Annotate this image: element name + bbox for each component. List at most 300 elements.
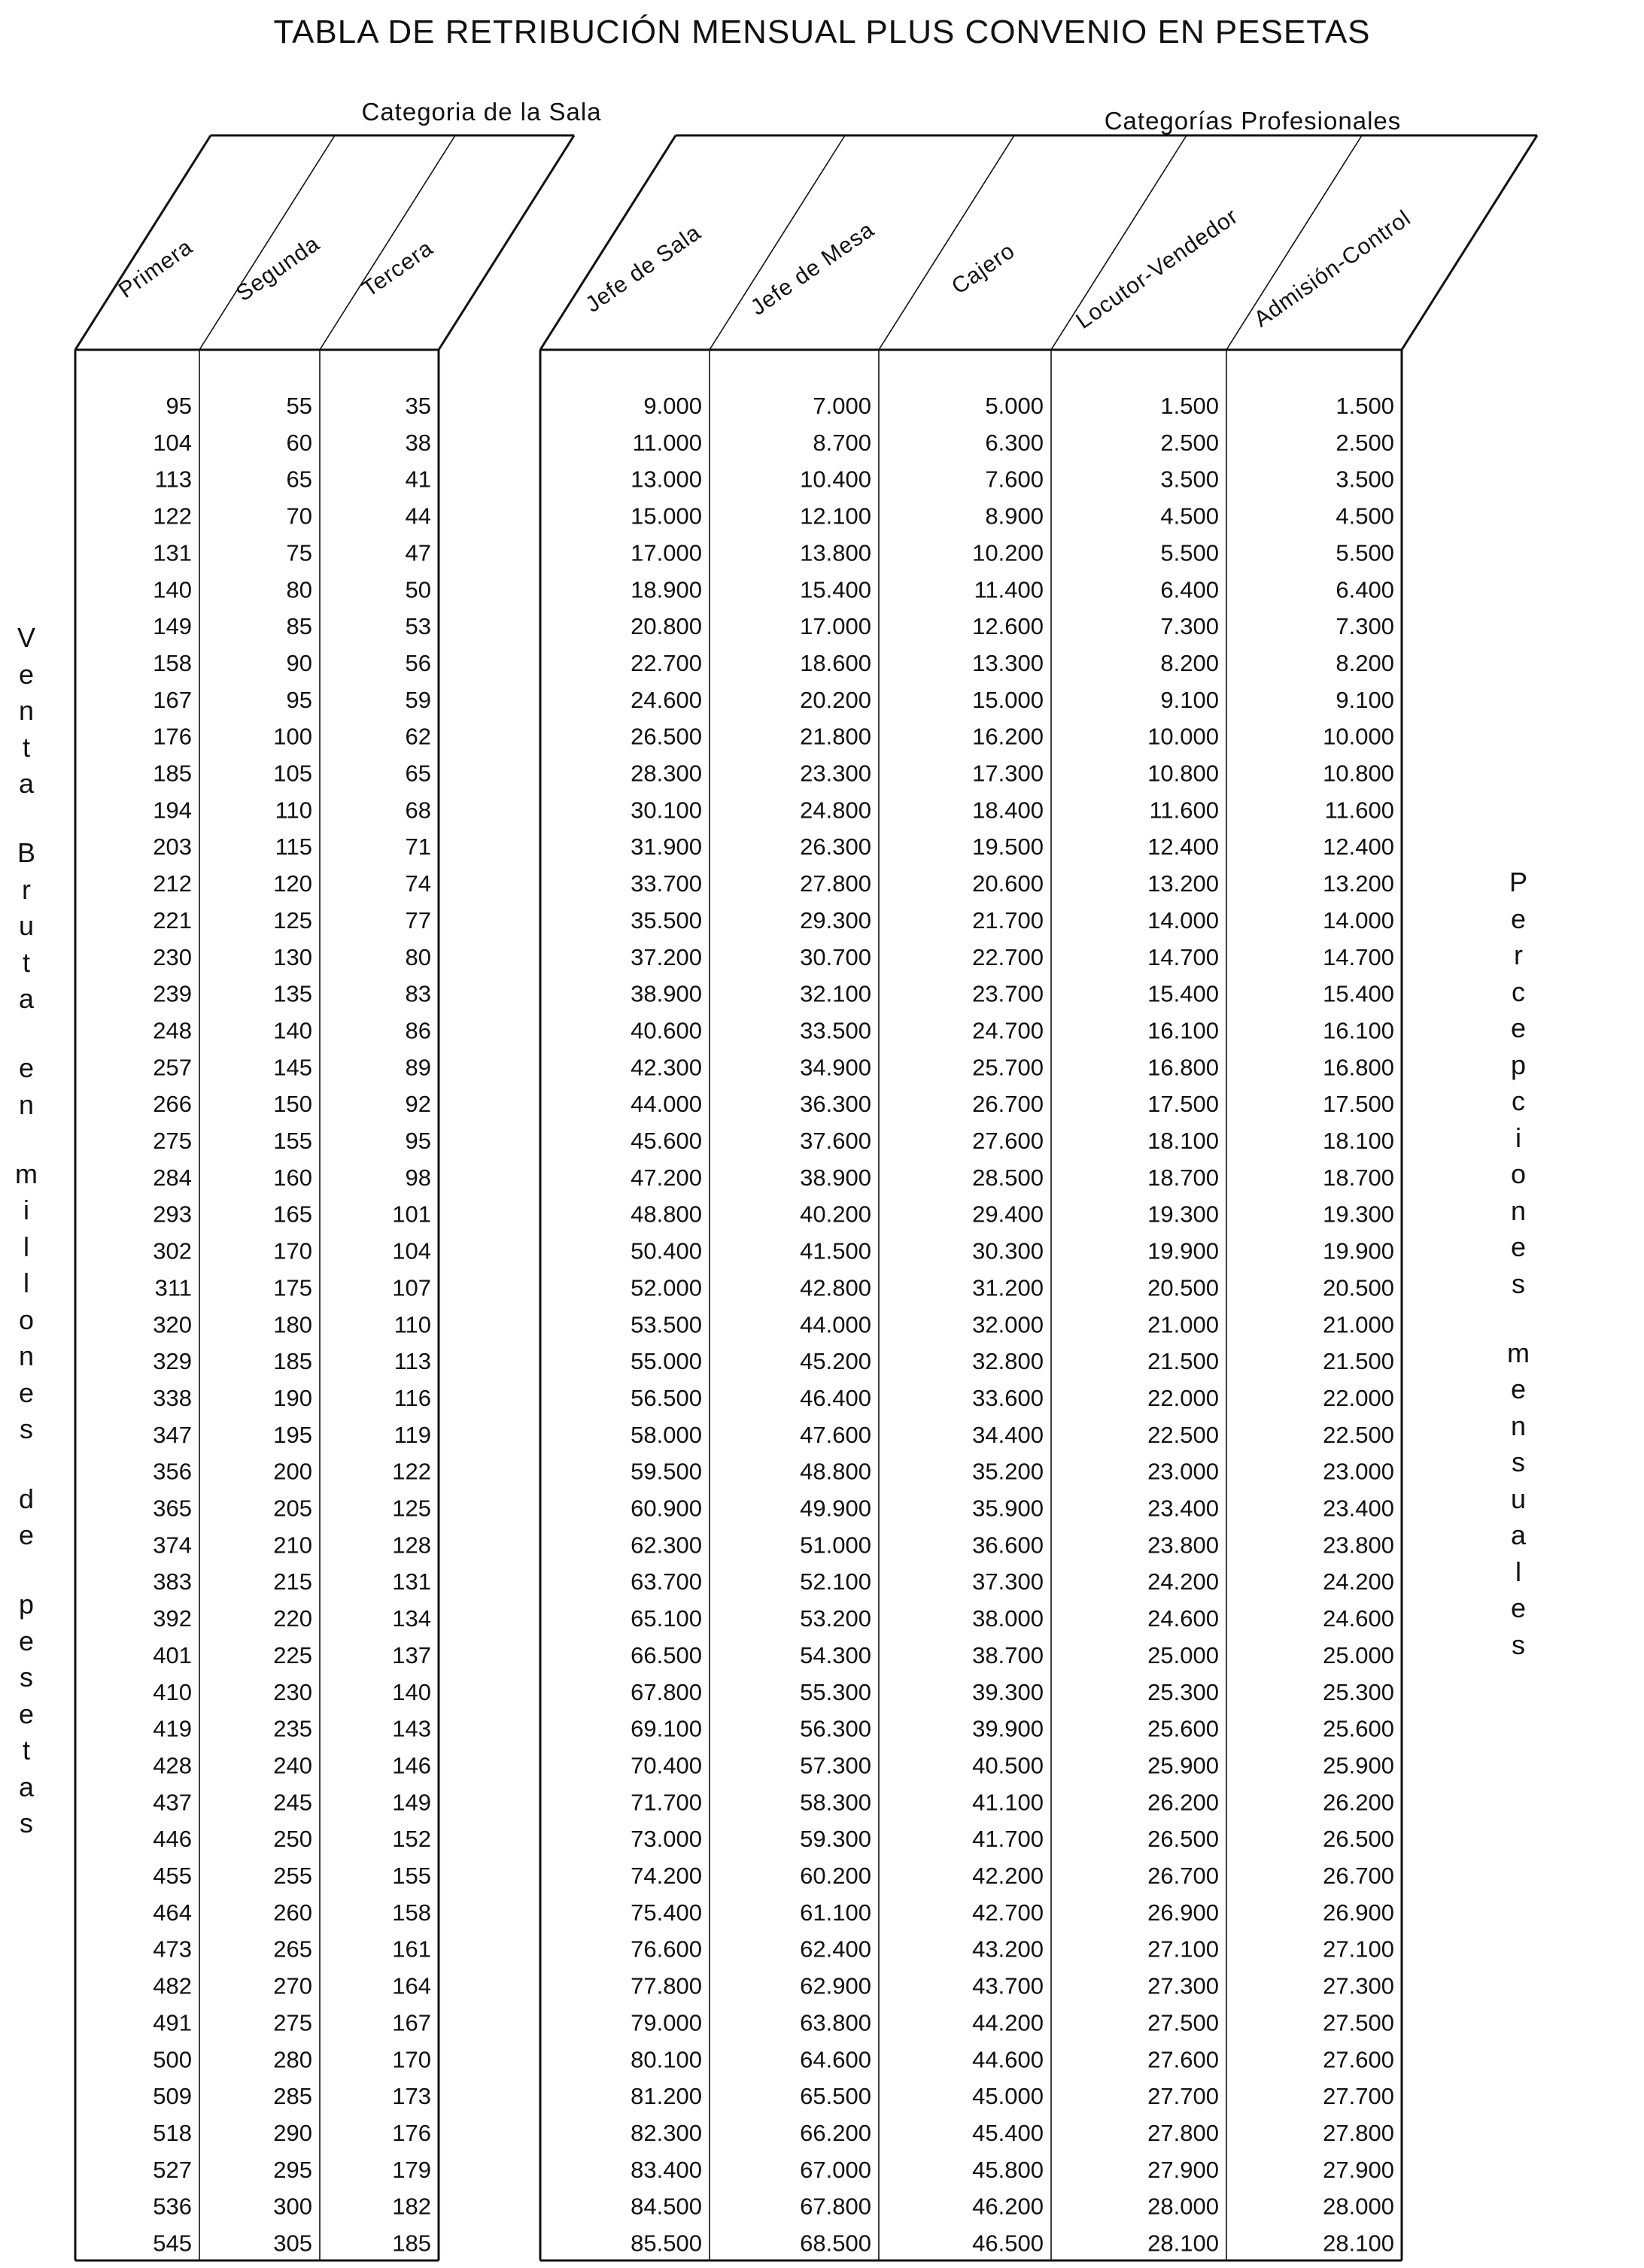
axis-letter: V: [17, 622, 35, 653]
cell-r21-c6: 27.600: [972, 1128, 1044, 1154]
cell-r8-c1: 158: [153, 649, 192, 676]
cell-r50-c3: 182: [392, 2193, 431, 2220]
column-header-tercera: Tercera: [357, 235, 438, 302]
axis-letter: e: [18, 1052, 35, 1084]
cell-r30-c7: 23.000: [1147, 1458, 1219, 1485]
cell-r46-c6: 44.600: [972, 2046, 1044, 2073]
cell-r27-c7: 21.500: [1147, 1348, 1219, 1375]
cell-r18-c1: 248: [153, 1017, 192, 1044]
cell-r41-c8: 26.700: [1323, 1863, 1394, 1889]
cell-r9-c3: 59: [405, 686, 431, 713]
cell-r23-c4: 48.800: [631, 1201, 702, 1228]
cell-r6-c3: 50: [405, 576, 431, 603]
cell-r24-c4: 50.400: [631, 1237, 702, 1265]
axis-letter: a: [1510, 1520, 1527, 1551]
prof-header-divider: [710, 135, 845, 350]
axis-letter: P: [1509, 867, 1527, 897]
cell-r38-c1: 428: [153, 1752, 192, 1779]
cell-r4-c4: 15.000: [631, 502, 702, 530]
cell-r46-c2: 280: [273, 2046, 312, 2073]
cell-r12-c1: 194: [153, 797, 192, 824]
cell-r50-c7: 28.000: [1147, 2193, 1219, 2220]
cell-r15-c8: 14.000: [1323, 906, 1394, 934]
cell-r31-c1: 365: [153, 1495, 192, 1522]
cell-r7-c3: 53: [405, 613, 431, 640]
cell-r33-c6: 37.300: [972, 1568, 1044, 1595]
cell-r16-c2: 130: [273, 943, 312, 970]
cell-r35-c5: 54.300: [800, 1641, 871, 1668]
axis-letter: a: [18, 983, 35, 1015]
cell-r43-c3: 161: [392, 1936, 431, 1963]
cell-r44-c2: 270: [273, 1972, 312, 1999]
cell-r41-c5: 60.200: [800, 1863, 871, 1889]
cell-r34-c8: 24.600: [1323, 1605, 1394, 1632]
cell-r41-c3: 155: [392, 1863, 431, 1889]
cell-r24-c5: 41.500: [800, 1237, 871, 1265]
cell-r24-c7: 19.900: [1147, 1237, 1219, 1265]
cell-r39-c2: 245: [273, 1789, 312, 1816]
cell-r41-c6: 42.200: [972, 1863, 1044, 1889]
cell-r13-c6: 19.500: [972, 833, 1044, 861]
cell-r20-c4: 44.000: [631, 1091, 702, 1118]
axis-letter: u: [18, 910, 35, 942]
cell-r50-c5: 67.800: [800, 2193, 871, 2220]
cell-r3-c3: 41: [405, 466, 431, 493]
cell-r40-c4: 73.000: [631, 1826, 702, 1853]
cell-r14-c4: 33.700: [631, 870, 702, 897]
cell-r6-c5: 15.400: [800, 576, 871, 603]
cell-r42-c6: 42.700: [972, 1899, 1044, 1926]
axis-letter: i: [23, 1195, 29, 1226]
cell-r32-c5: 51.000: [800, 1532, 871, 1559]
cell-r37-c8: 25.600: [1323, 1715, 1394, 1742]
cell-r8-c8: 8.200: [1336, 649, 1394, 676]
page-title: TABLA DE RETRIBUCIÓN MENSUAL PLUS CONVENIO EN PESETAS: [273, 14, 1371, 50]
column-header-jefe-de-mesa: Jefe de Mesa: [746, 217, 880, 320]
axis-letter: n: [18, 1088, 35, 1120]
cell-r6-c1: 140: [153, 576, 192, 603]
cell-r6-c4: 18.900: [631, 576, 702, 603]
cell-r1-c5: 7.000: [813, 393, 871, 419]
axis-letter: t: [22, 731, 30, 763]
cell-r37-c3: 143: [392, 1715, 431, 1742]
cell-r20-c6: 26.700: [972, 1091, 1044, 1118]
cell-r2-c2: 60: [286, 429, 312, 456]
cell-r51-c7: 28.100: [1147, 2230, 1219, 2257]
cell-r32-c2: 210: [273, 1532, 312, 1559]
cell-r6-c6: 11.400: [974, 576, 1044, 603]
cell-r42-c5: 61.100: [800, 1899, 871, 1926]
cell-r10-c6: 16.200: [972, 723, 1044, 750]
cell-r45-c1: 491: [153, 2009, 192, 2036]
cell-r26-c2: 180: [273, 1311, 312, 1338]
cell-r38-c2: 240: [273, 1752, 312, 1779]
cell-r16-c8: 14.700: [1323, 943, 1394, 970]
cell-r17-c1: 239: [153, 980, 192, 1007]
cell-r5-c2: 75: [286, 539, 312, 566]
axis-letter: t: [22, 1735, 30, 1766]
cell-r2-c7: 2.500: [1160, 429, 1219, 456]
cell-r46-c1: 500: [153, 2046, 192, 2073]
cell-r27-c4: 55.000: [631, 1348, 702, 1375]
cell-r47-c7: 27.700: [1147, 2083, 1219, 2110]
axis-letter: t: [22, 946, 30, 978]
cell-r47-c6: 45.000: [972, 2083, 1044, 2110]
cell-r40-c2: 250: [273, 1826, 312, 1853]
cell-r1-c2: 55: [286, 393, 312, 419]
cell-r47-c3: 173: [392, 2083, 431, 2110]
cell-r43-c4: 76.600: [631, 1936, 702, 1963]
cell-r25-c5: 42.800: [800, 1274, 871, 1301]
cell-r45-c7: 27.500: [1147, 2009, 1219, 2036]
cell-r21-c3: 95: [405, 1128, 431, 1154]
cell-r7-c4: 20.800: [631, 613, 702, 640]
cell-r23-c6: 29.400: [972, 1201, 1044, 1228]
cell-r1-c1: 95: [166, 393, 192, 419]
cell-r31-c4: 60.900: [631, 1495, 702, 1522]
cell-r39-c1: 437: [153, 1789, 192, 1816]
axis-letter: s: [1512, 1268, 1525, 1299]
cell-r11-c8: 10.800: [1323, 760, 1394, 787]
cell-r44-c7: 27.300: [1147, 1972, 1219, 1999]
axis-letter: a: [18, 1771, 35, 1802]
axis-letter: e: [1510, 1231, 1527, 1262]
cell-r21-c8: 18.100: [1323, 1128, 1394, 1154]
cell-r40-c1: 446: [153, 1826, 192, 1853]
cell-r5-c6: 10.200: [972, 539, 1044, 566]
cell-r22-c6: 28.500: [972, 1164, 1044, 1191]
cell-r32-c6: 36.600: [972, 1532, 1044, 1559]
axis-letter: s: [20, 1413, 33, 1445]
cell-r45-c6: 44.200: [972, 2009, 1044, 2036]
cell-r28-c6: 33.600: [972, 1384, 1044, 1411]
cell-r2-c3: 38: [405, 429, 431, 456]
cell-r17-c6: 23.700: [972, 980, 1044, 1007]
cell-r19-c6: 25.700: [972, 1054, 1044, 1081]
cell-r8-c3: 56: [405, 649, 431, 676]
cell-r5-c3: 47: [405, 539, 431, 566]
axis-letter: s: [1512, 1629, 1525, 1660]
column-header-segunda: Segunda: [232, 231, 325, 307]
cell-r7-c1: 149: [153, 613, 192, 640]
cell-r2-c6: 6.300: [985, 429, 1044, 456]
cell-r9-c2: 95: [286, 686, 312, 713]
cell-r3-c6: 7.600: [985, 466, 1044, 493]
cell-r35-c4: 66.500: [631, 1641, 702, 1668]
cell-r28-c7: 22.000: [1147, 1384, 1219, 1411]
cell-r26-c7: 21.000: [1147, 1311, 1219, 1338]
cell-r9-c7: 9.100: [1160, 686, 1219, 713]
cell-r32-c1: 374: [153, 1532, 192, 1559]
cell-r13-c4: 31.900: [631, 833, 702, 861]
cell-r49-c4: 83.400: [631, 2156, 702, 2183]
cell-r45-c2: 275: [273, 2009, 312, 2036]
cell-r29-c7: 22.500: [1147, 1421, 1219, 1448]
cell-r10-c3: 62: [405, 723, 431, 750]
cell-r12-c6: 18.400: [972, 797, 1044, 824]
sala-header-divider: [320, 135, 455, 350]
cell-r5-c4: 17.000: [631, 539, 702, 566]
cell-r5-c8: 5.500: [1336, 539, 1394, 566]
cell-r6-c7: 6.400: [1160, 576, 1219, 603]
cell-r26-c1: 320: [153, 1311, 192, 1338]
cell-r39-c7: 26.200: [1147, 1789, 1219, 1816]
cell-r50-c8: 28.000: [1323, 2193, 1394, 2220]
cell-r24-c8: 19.900: [1323, 1237, 1394, 1265]
axis-letter: r: [22, 873, 31, 905]
cell-r34-c4: 65.100: [631, 1605, 702, 1632]
cell-r41-c4: 74.200: [631, 1863, 702, 1889]
prof-header-right-edge: [1402, 135, 1537, 350]
cell-r29-c5: 47.600: [800, 1421, 871, 1448]
cell-r4-c5: 12.100: [800, 502, 871, 530]
axis-letter: e: [18, 1520, 35, 1551]
cell-r4-c2: 70: [286, 502, 312, 530]
cell-r36-c2: 230: [273, 1678, 312, 1705]
group-label-sala: Categoria de la Sala: [361, 98, 602, 126]
cell-r14-c7: 13.200: [1147, 870, 1219, 897]
cell-r13-c7: 12.400: [1147, 833, 1219, 861]
cell-r45-c8: 27.500: [1323, 2009, 1394, 2036]
cell-r43-c5: 62.400: [800, 1936, 871, 1963]
cell-r36-c8: 25.300: [1323, 1678, 1394, 1705]
cell-r20-c2: 150: [273, 1091, 312, 1118]
cell-r19-c4: 42.300: [631, 1054, 702, 1081]
cell-r34-c6: 38.000: [972, 1605, 1044, 1632]
cell-r25-c7: 20.500: [1147, 1274, 1219, 1301]
cell-r23-c3: 101: [392, 1201, 431, 1228]
cell-r29-c2: 195: [273, 1421, 312, 1448]
cell-r22-c7: 18.700: [1147, 1164, 1219, 1191]
cell-r42-c2: 260: [273, 1899, 312, 1926]
cell-r26-c4: 53.500: [631, 1311, 702, 1338]
cell-r43-c8: 27.100: [1323, 1936, 1394, 1963]
cell-r7-c8: 7.300: [1336, 613, 1394, 640]
cell-r14-c5: 27.800: [800, 870, 871, 897]
cell-r36-c4: 67.800: [631, 1678, 702, 1705]
cell-r18-c2: 140: [273, 1017, 312, 1044]
cell-r29-c1: 347: [153, 1421, 192, 1448]
cell-r36-c3: 140: [392, 1678, 431, 1705]
cell-r37-c5: 56.300: [800, 1715, 871, 1742]
axis-letter: B: [17, 837, 35, 869]
axis-letter: a: [18, 768, 35, 799]
cell-r22-c1: 284: [153, 1164, 192, 1191]
cell-r27-c8: 21.500: [1323, 1348, 1394, 1375]
cell-r30-c1: 356: [153, 1458, 192, 1485]
cell-r11-c2: 105: [273, 760, 312, 787]
cell-r18-c5: 33.500: [800, 1017, 871, 1044]
cell-r18-c6: 24.700: [972, 1017, 1044, 1044]
cell-r13-c3: 71: [405, 833, 431, 861]
cell-r26-c6: 32.000: [972, 1311, 1044, 1338]
cell-r30-c5: 48.800: [800, 1458, 871, 1485]
cell-r11-c6: 17.300: [972, 760, 1044, 787]
cell-r30-c2: 200: [273, 1458, 312, 1485]
cell-r48-c4: 82.300: [631, 2119, 702, 2146]
cell-r21-c5: 37.600: [800, 1128, 871, 1154]
cell-r9-c4: 24.600: [631, 686, 702, 713]
cell-r14-c2: 120: [273, 870, 312, 897]
cell-r12-c7: 11.600: [1149, 797, 1219, 824]
cell-r37-c2: 235: [273, 1715, 312, 1742]
cell-r1-c6: 5.000: [985, 393, 1044, 419]
cell-r4-c3: 44: [405, 502, 431, 530]
cell-r24-c1: 302: [153, 1237, 192, 1265]
cell-r21-c7: 18.100: [1147, 1128, 1219, 1154]
cell-r12-c8: 11.600: [1324, 797, 1394, 824]
cell-r18-c8: 16.100: [1323, 1017, 1394, 1044]
cell-r18-c7: 16.100: [1147, 1017, 1219, 1044]
cell-r28-c3: 116: [394, 1384, 431, 1411]
cell-r20-c5: 36.300: [800, 1091, 871, 1118]
cell-r49-c6: 45.800: [972, 2156, 1044, 2183]
cell-r33-c1: 383: [153, 1568, 192, 1595]
cell-r27-c2: 185: [273, 1348, 312, 1375]
cell-r27-c1: 329: [153, 1348, 192, 1375]
prof-header-left-edge: [540, 135, 676, 350]
cell-r46-c7: 27.600: [1147, 2046, 1219, 2073]
cell-r15-c5: 29.300: [800, 906, 871, 934]
cell-r10-c7: 10.000: [1147, 723, 1219, 750]
cell-r20-c1: 266: [153, 1091, 192, 1118]
cell-r4-c1: 122: [153, 502, 192, 530]
cell-r40-c8: 26.500: [1323, 1826, 1394, 1853]
prof-header-divider: [879, 135, 1014, 350]
cell-r24-c6: 30.300: [972, 1237, 1044, 1265]
cell-r9-c8: 9.100: [1336, 686, 1394, 713]
cell-r22-c5: 38.900: [800, 1164, 871, 1191]
cell-r38-c7: 25.900: [1147, 1752, 1219, 1779]
cell-r28-c2: 190: [273, 1384, 312, 1411]
cell-r48-c6: 45.400: [972, 2119, 1044, 2146]
cell-r49-c5: 67.000: [800, 2156, 871, 2183]
cell-r15-c2: 125: [273, 906, 312, 934]
cell-r17-c2: 135: [273, 980, 312, 1007]
cell-r13-c5: 26.300: [800, 833, 871, 861]
group-label-profesionales: Categorías Profesionales: [1104, 107, 1402, 135]
cell-r27-c6: 32.800: [972, 1348, 1044, 1375]
cell-r40-c5: 59.300: [800, 1826, 871, 1853]
cell-r45-c5: 63.800: [800, 2009, 871, 2036]
axis-letter: e: [1510, 1374, 1527, 1405]
cell-r3-c8: 3.500: [1336, 466, 1394, 493]
cell-r35-c3: 137: [392, 1641, 431, 1668]
cell-r5-c7: 5.500: [1160, 539, 1219, 566]
cell-r38-c4: 70.400: [631, 1752, 702, 1779]
cell-r38-c3: 146: [392, 1752, 431, 1779]
cell-r31-c2: 205: [273, 1495, 312, 1522]
cell-r12-c3: 68: [405, 797, 431, 824]
cell-r31-c7: 23.400: [1147, 1495, 1219, 1522]
axis-letter: l: [23, 1231, 29, 1262]
cell-r34-c2: 220: [273, 1605, 312, 1632]
axis-letter: n: [1510, 1195, 1527, 1226]
cell-r47-c4: 81.200: [631, 2083, 702, 2110]
cell-r47-c2: 285: [273, 2083, 312, 2110]
cell-r30-c8: 23.000: [1323, 1458, 1394, 1485]
cell-r51-c2: 305: [273, 2230, 312, 2257]
cell-r15-c7: 14.000: [1147, 906, 1219, 934]
cell-r15-c1: 221: [153, 906, 192, 934]
cell-r42-c1: 464: [153, 1899, 192, 1926]
axis-letter: n: [18, 695, 35, 726]
cell-r31-c5: 49.900: [800, 1495, 871, 1522]
cell-r16-c6: 22.700: [972, 943, 1044, 970]
cell-r28-c8: 22.000: [1323, 1384, 1394, 1411]
sala-header-left-edge: [75, 135, 211, 350]
cell-r6-c8: 6.400: [1336, 576, 1394, 603]
cell-r41-c2: 255: [273, 1863, 312, 1889]
cell-r2-c5: 8.700: [813, 429, 871, 456]
cell-r8-c6: 13.300: [972, 649, 1044, 676]
cell-r23-c8: 19.300: [1323, 1201, 1394, 1228]
cell-r7-c2: 85: [286, 613, 312, 640]
cell-r26-c5: 44.000: [800, 1311, 871, 1338]
cell-r50-c2: 300: [273, 2193, 312, 2220]
cell-r16-c5: 30.700: [800, 943, 871, 970]
cell-r4-c6: 8.900: [985, 502, 1044, 530]
cell-r2-c8: 2.500: [1336, 429, 1394, 456]
cell-r39-c8: 26.200: [1323, 1789, 1394, 1816]
cell-r40-c3: 152: [392, 1826, 431, 1853]
cell-r49-c3: 179: [392, 2156, 431, 2183]
cell-r50-c4: 84.500: [631, 2193, 702, 2220]
axis-letter: d: [18, 1483, 35, 1514]
cell-r34-c5: 53.200: [800, 1605, 871, 1632]
cell-r30-c4: 59.500: [631, 1458, 702, 1485]
cell-r39-c6: 41.100: [972, 1789, 1044, 1816]
cell-r44-c3: 164: [392, 1972, 431, 1999]
cell-r51-c3: 185: [392, 2230, 431, 2257]
cell-r5-c1: 131: [153, 539, 192, 566]
axis-letter: s: [20, 1808, 33, 1839]
cell-r29-c4: 58.000: [631, 1421, 702, 1448]
cell-r47-c1: 509: [153, 2083, 192, 2110]
cell-r33-c2: 215: [273, 1568, 312, 1595]
axis-letter: e: [1510, 903, 1527, 934]
cell-r41-c1: 455: [153, 1863, 192, 1889]
cell-r9-c5: 20.200: [800, 686, 871, 713]
cell-r37-c6: 39.900: [972, 1715, 1044, 1742]
cell-r44-c1: 482: [153, 1972, 192, 1999]
cell-r11-c7: 10.800: [1147, 760, 1219, 787]
cell-r9-c6: 15.000: [972, 686, 1044, 713]
cell-r21-c1: 275: [153, 1128, 192, 1154]
cell-r32-c8: 23.800: [1323, 1532, 1394, 1559]
cell-r37-c7: 25.600: [1147, 1715, 1219, 1742]
cell-r35-c7: 25.000: [1147, 1641, 1219, 1668]
cell-r31-c8: 23.400: [1323, 1495, 1394, 1522]
cell-r8-c4: 22.700: [631, 649, 702, 676]
cell-r13-c1: 203: [153, 833, 192, 861]
cell-r29-c8: 22.500: [1323, 1421, 1394, 1448]
cell-r29-c3: 119: [394, 1421, 431, 1448]
cell-r8-c7: 8.200: [1160, 649, 1219, 676]
axis-letter: n: [1510, 1410, 1527, 1441]
cell-r39-c3: 149: [392, 1789, 431, 1816]
cell-r14-c3: 74: [405, 870, 431, 897]
cell-r10-c8: 10.000: [1323, 723, 1394, 750]
cell-r15-c3: 77: [405, 906, 431, 934]
cell-r44-c6: 43.700: [972, 1972, 1044, 1999]
cell-r48-c3: 176: [392, 2119, 431, 2146]
cell-r7-c5: 17.000: [800, 613, 871, 640]
cell-r28-c5: 46.400: [800, 1384, 871, 1411]
cell-r44-c8: 27.300: [1323, 1972, 1394, 1999]
axis-letter: m: [1507, 1337, 1530, 1368]
cell-r47-c5: 65.500: [800, 2083, 871, 2110]
